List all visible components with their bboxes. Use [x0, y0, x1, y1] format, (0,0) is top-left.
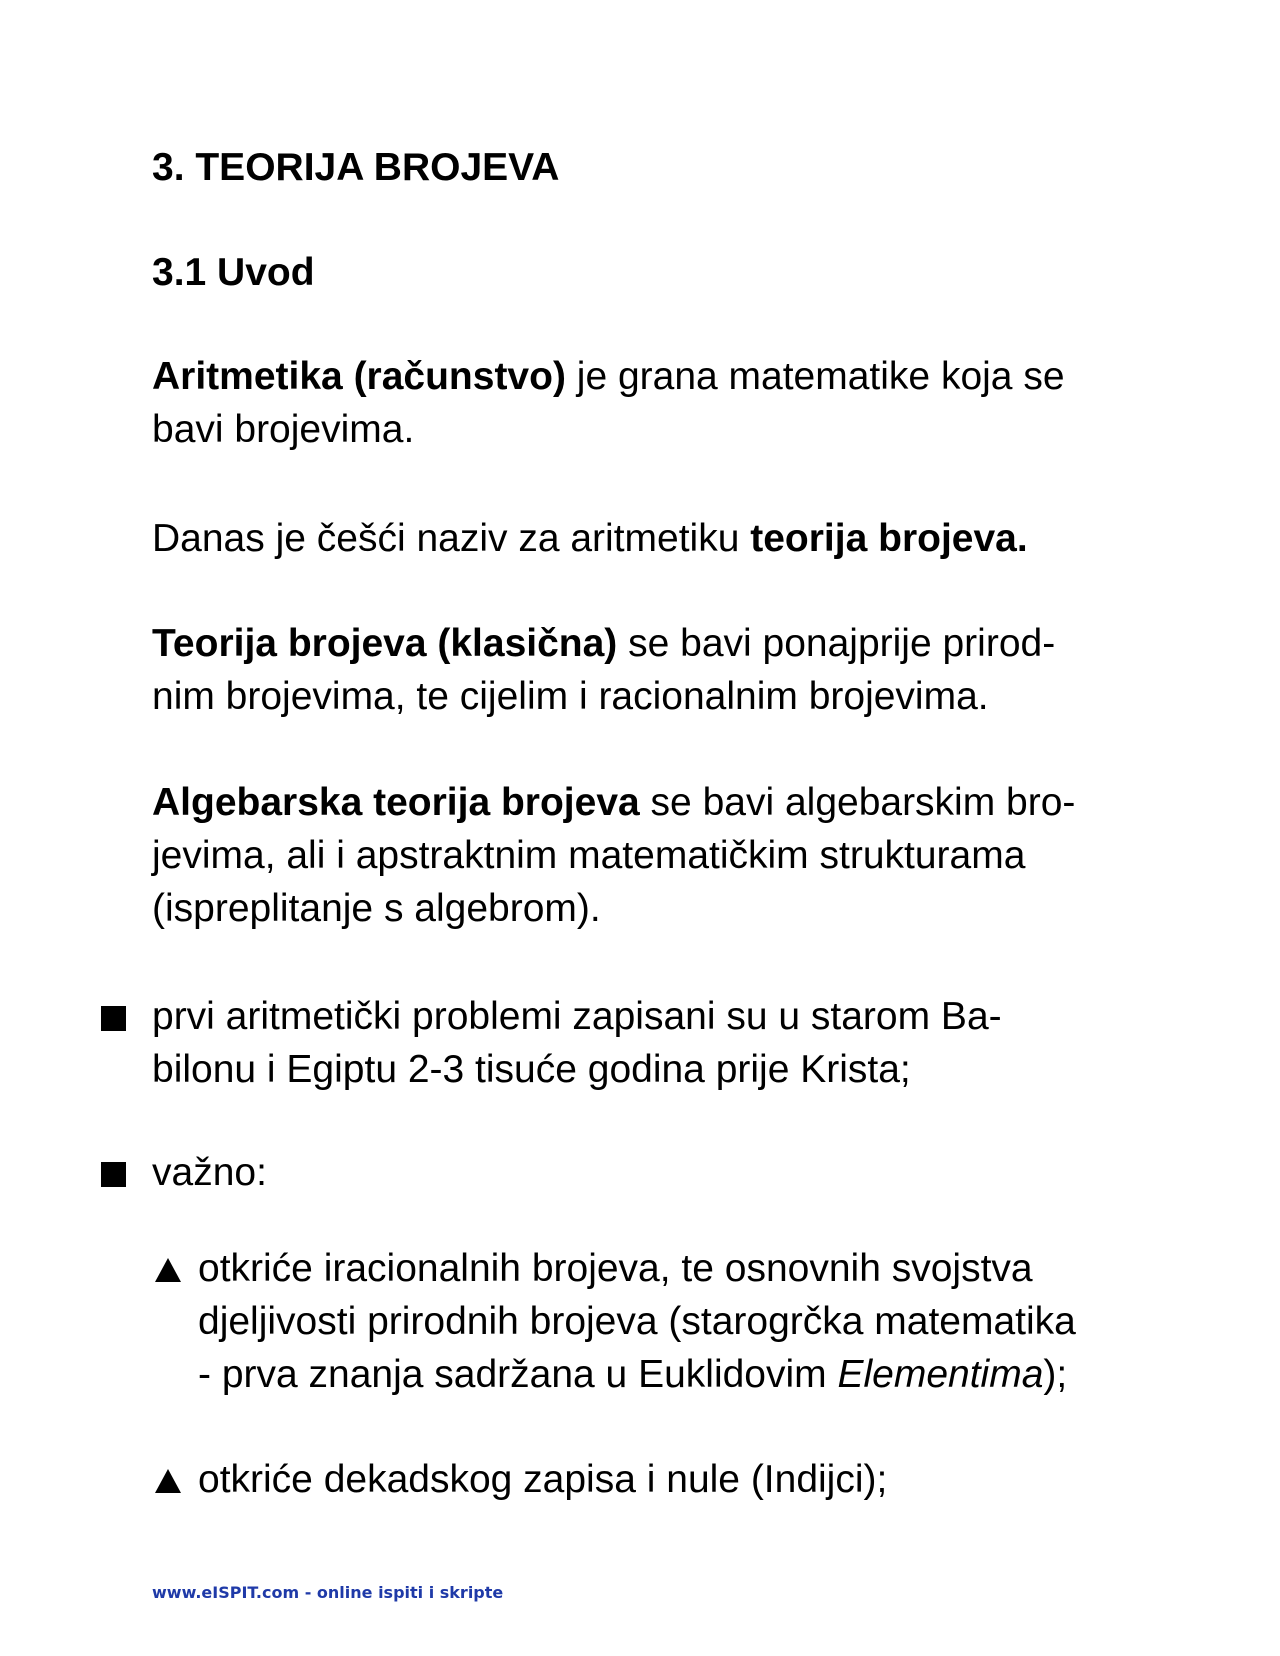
- sub-item-dekadski: [198, 1453, 887, 1506]
- bullet-item-vazno: [152, 1146, 267, 1199]
- paragraph-line: nim brojevima, te cijelim i racionalnim brojevima.: [152, 675, 989, 718]
- bullet-line: bilonu i Egiptu 2-3 tisuće godina prije Krista;: [152, 1048, 911, 1091]
- paragraph-line: [152, 512, 1028, 565]
- paragraph-line: [152, 350, 1065, 403]
- chapter-title: 3. TEORIJA BROJEVA: [152, 146, 560, 189]
- sub-item-iracionalni: [198, 1242, 1076, 1401]
- bullet-item-babilon: [152, 990, 1002, 1096]
- text: );: [1043, 1353, 1068, 1396]
- term-aritmetika: Aritmetika (računstvo): [152, 355, 566, 398]
- paragraph-line: (ispreplitanje s algebrom).: [152, 887, 601, 930]
- sub-line: djeljivosti prirodnih brojeva (starogrčka matematika: [198, 1300, 1076, 1343]
- paragraph-algebarska: [152, 776, 1075, 935]
- paragraph-line: [152, 617, 1055, 670]
- paragraph-aritmetika: [152, 350, 1065, 456]
- bullet-line: prvi aritmetički problemi zapisani su u starom Ba-: [152, 995, 1002, 1038]
- sub-line: otkriće dekadskog zapisa i nule (Indijci);: [198, 1458, 888, 1501]
- term-teorija-brojeva: teorija brojeva.: [750, 517, 1028, 560]
- section-title: 3.1 Uvod: [152, 251, 315, 294]
- footer-link[interactable]: www.eISPIT.com - online ispiti i skripte: [152, 1583, 504, 1602]
- term-teorija-klasicna: Teorija brojeva (klasična): [152, 622, 618, 665]
- text: Danas je češći naziv za aritmetiku: [152, 517, 751, 560]
- triangle-bullet-icon: [155, 1469, 181, 1493]
- sub-line: otkriće iracionalnih brojeva, te osnovnih svojstva: [198, 1247, 1033, 1290]
- text: se bavi algebarskim bro-: [639, 781, 1076, 824]
- paragraph-danas: [152, 512, 1028, 565]
- italic-elementima: Elementima: [837, 1353, 1044, 1396]
- text: je grana matematike koja se: [565, 355, 1065, 398]
- paragraph-line: [152, 776, 1075, 829]
- bullet-line: važno:: [152, 1151, 267, 1194]
- triangle-bullet-icon: [155, 1258, 181, 1282]
- paragraph-line: bavi brojevima.: [152, 408, 415, 451]
- sub-line: [198, 1348, 1076, 1401]
- text: - prva znanja sadržana u Euklidovim: [198, 1353, 838, 1396]
- square-bullet-icon: [101, 1162, 126, 1187]
- paragraph-line: jevima, ali i apstraktnim matematičkim strukturama: [152, 834, 1026, 877]
- term-algebarska: Algebarska teorija brojeva: [152, 781, 640, 824]
- text: se bavi ponajprije prirod-: [617, 622, 1056, 665]
- paragraph-klasicna: [152, 617, 1055, 723]
- square-bullet-icon: [101, 1006, 126, 1031]
